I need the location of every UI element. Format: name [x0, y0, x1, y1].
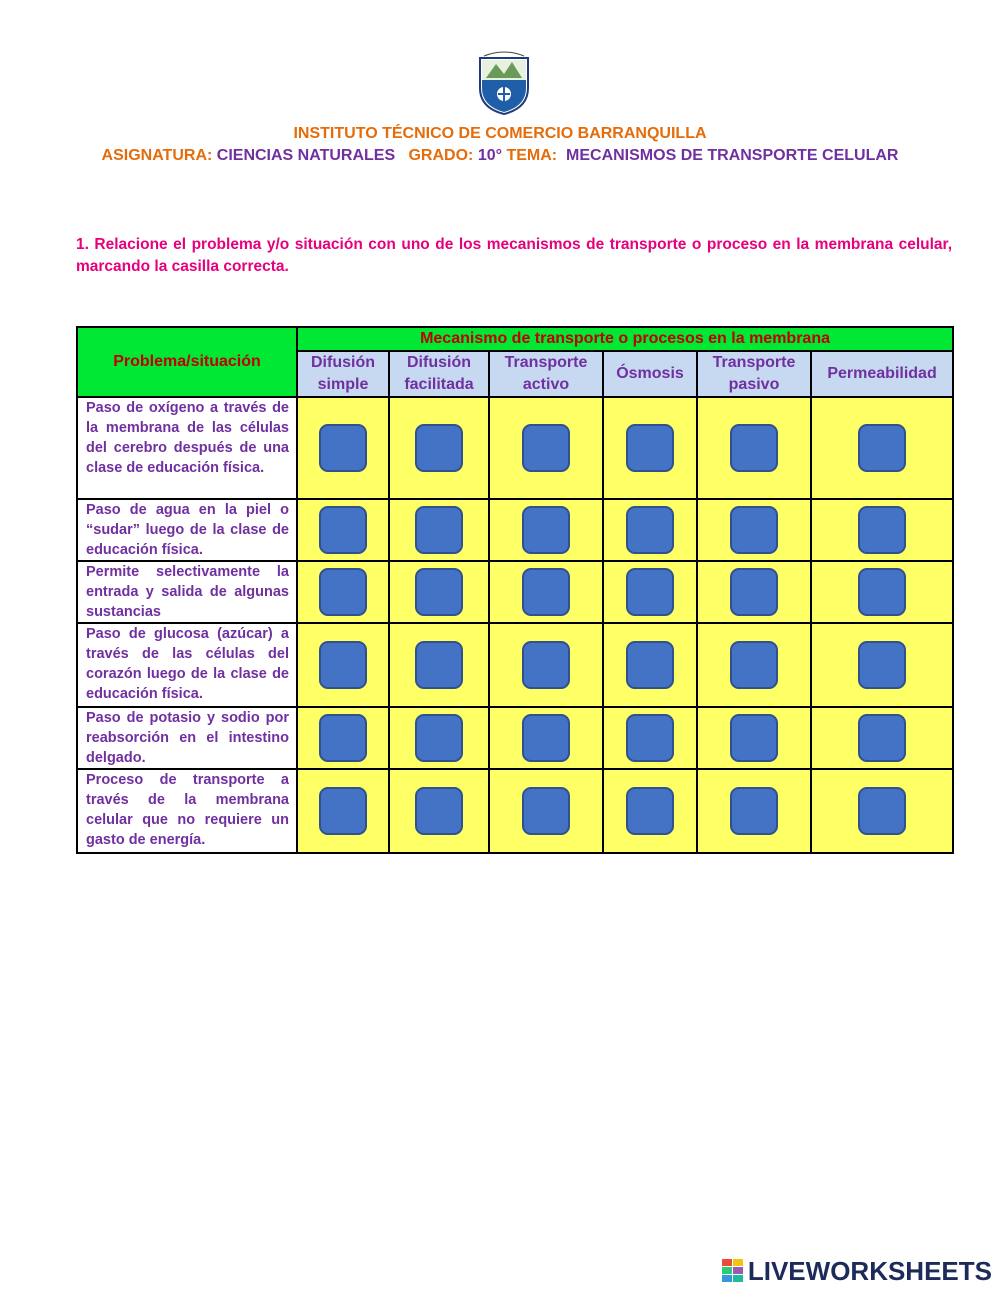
- answer-cell: [697, 707, 811, 769]
- grade-value: 10°: [477, 147, 503, 164]
- instruction-text: 1. Relacione el problema y/o situación con uno de los mecanismos de transporte o proceso en la membrana celular, marcando la casilla correcta.: [76, 236, 952, 275]
- liveworksheets-icon: [722, 1259, 744, 1283]
- answer-checkbox[interactable]: [730, 424, 778, 472]
- situation-text: Paso de potasio y sodio por reabsorción en el intestino delgado.: [77, 707, 297, 769]
- answer-cell: [811, 769, 953, 853]
- answer-checkbox[interactable]: [626, 424, 674, 472]
- answer-cell: [297, 561, 389, 623]
- answer-cell: [297, 769, 389, 853]
- answer-cell: [811, 561, 953, 623]
- answer-checkbox[interactable]: [522, 714, 570, 762]
- topic-value: MECANISMOS DE TRANSPORTE CELULAR: [566, 147, 899, 164]
- answer-checkbox[interactable]: [415, 424, 463, 472]
- column-header-line2: facilitada: [404, 376, 474, 393]
- answer-cell: [811, 499, 953, 561]
- answer-cell: [697, 397, 811, 499]
- answer-cell: [811, 397, 953, 499]
- answer-checkbox[interactable]: [626, 787, 674, 835]
- answer-checkbox[interactable]: [522, 787, 570, 835]
- answer-checkbox[interactable]: [858, 714, 906, 762]
- liveworksheets-brand: LIVEWORKSHEETS: [747, 1255, 992, 1286]
- answer-cell: [489, 499, 603, 561]
- answer-checkbox[interactable]: [730, 714, 778, 762]
- answer-cell: [603, 561, 697, 623]
- situation-text: Paso de agua en la piel o “sudar” luego de la clase de educación física.: [77, 499, 297, 561]
- answer-checkbox[interactable]: [858, 506, 906, 554]
- answer-checkbox[interactable]: [522, 641, 570, 689]
- answer-checkbox[interactable]: [858, 424, 906, 472]
- answer-checkbox[interactable]: [415, 787, 463, 835]
- answer-cell: [811, 623, 953, 707]
- answer-checkbox[interactable]: [522, 568, 570, 616]
- mechanism-header: Mecanismo de transporte o procesos en la membrana: [297, 327, 953, 351]
- grade-label: GRADO:: [408, 147, 478, 164]
- column-header: [603, 351, 697, 397]
- answer-cell: [697, 623, 811, 707]
- transport-matrix: [76, 326, 954, 854]
- column-header-line2: activo: [522, 376, 570, 393]
- answer-cell: [389, 499, 489, 561]
- column-header-line1: Ósmosis: [616, 365, 684, 382]
- subject-line: [0, 147, 1000, 165]
- answer-checkbox[interactable]: [319, 641, 367, 689]
- column-header: [489, 351, 603, 397]
- answer-cell: [489, 397, 603, 499]
- table-row: [77, 623, 953, 707]
- table-row: [77, 397, 953, 499]
- answer-cell: [697, 499, 811, 561]
- column-header-line2: pasivo: [728, 376, 780, 393]
- answer-cell: [603, 769, 697, 853]
- answer-cell: [389, 707, 489, 769]
- table-row: [77, 561, 953, 623]
- table-row: [77, 707, 953, 769]
- answer-cell: [603, 707, 697, 769]
- answer-cell: [389, 623, 489, 707]
- answer-checkbox[interactable]: [626, 568, 674, 616]
- column-header-line1: Permeabilidad: [827, 365, 937, 382]
- column-header-line1: Transporte: [712, 354, 796, 371]
- column-header-line1: Difusión: [311, 354, 375, 371]
- answer-cell: [489, 561, 603, 623]
- answer-cell: [297, 707, 389, 769]
- problem-header: Problema/situación: [77, 327, 297, 397]
- answer-cell: [389, 561, 489, 623]
- column-header-line1: Difusión: [407, 354, 471, 371]
- situation-text: Proceso de transporte a través de la membrana celular que no requiere un gasto de energía.: [77, 769, 297, 853]
- column-header-line2: simple: [317, 376, 369, 393]
- table-row: [77, 769, 953, 853]
- column-header: [297, 351, 389, 397]
- situation-text: Paso de oxígeno a través de la membrana de las células del cerebro después de una clase de educación física.: [77, 397, 297, 499]
- answer-checkbox[interactable]: [319, 787, 367, 835]
- school-seal-icon: [476, 50, 532, 116]
- situation-text: Permite selectivamente la entrada y salida de algunas sustancias: [77, 561, 297, 623]
- answer-cell: [489, 707, 603, 769]
- answer-checkbox[interactable]: [730, 787, 778, 835]
- answer-cell: [389, 769, 489, 853]
- answer-cell: [603, 623, 697, 707]
- subject-label: ASIGNATURA:: [101, 147, 217, 164]
- answer-cell: [297, 397, 389, 499]
- answer-checkbox[interactable]: [415, 506, 463, 554]
- institution-title: INSTITUTO TÉCNICO DE COMERCIO BARRANQUILLA: [293, 125, 707, 142]
- topic-label: TEMA:: [502, 147, 562, 164]
- answer-checkbox[interactable]: [522, 424, 570, 472]
- answer-checkbox[interactable]: [730, 506, 778, 554]
- answer-checkbox[interactable]: [626, 641, 674, 689]
- situation-text: Paso de glucosa (azúcar) a través de las células del corazón luego de la clase de educación física.: [77, 623, 297, 707]
- answer-checkbox[interactable]: [415, 568, 463, 616]
- liveworksheets-logo: [722, 1257, 992, 1285]
- answer-cell: [697, 769, 811, 853]
- answer-checkbox[interactable]: [858, 568, 906, 616]
- answer-cell: [603, 499, 697, 561]
- answer-cell: [603, 397, 697, 499]
- column-header: [697, 351, 811, 397]
- answer-cell: [297, 623, 389, 707]
- answer-checkbox[interactable]: [319, 714, 367, 762]
- answer-checkbox[interactable]: [319, 568, 367, 616]
- table-row: [77, 499, 953, 561]
- answer-checkbox[interactable]: [415, 714, 463, 762]
- answer-checkbox[interactable]: [522, 506, 570, 554]
- answer-checkbox[interactable]: [626, 714, 674, 762]
- answer-cell: [297, 499, 389, 561]
- answer-checkbox[interactable]: [319, 506, 367, 554]
- answer-cell: [697, 561, 811, 623]
- answer-checkbox[interactable]: [730, 641, 778, 689]
- answer-cell: [489, 769, 603, 853]
- answer-cell: [811, 707, 953, 769]
- answer-checkbox[interactable]: [415, 641, 463, 689]
- column-header-line1: Transporte: [504, 354, 588, 371]
- answer-cell: [489, 623, 603, 707]
- answer-checkbox[interactable]: [858, 641, 906, 689]
- answer-cell: [389, 397, 489, 499]
- answer-checkbox[interactable]: [858, 787, 906, 835]
- subject-value: CIENCIAS NATURALES: [216, 147, 396, 164]
- column-header: [389, 351, 489, 397]
- answer-checkbox[interactable]: [626, 506, 674, 554]
- column-header: [811, 351, 953, 397]
- answer-checkbox[interactable]: [730, 568, 778, 616]
- answer-checkbox[interactable]: [319, 424, 367, 472]
